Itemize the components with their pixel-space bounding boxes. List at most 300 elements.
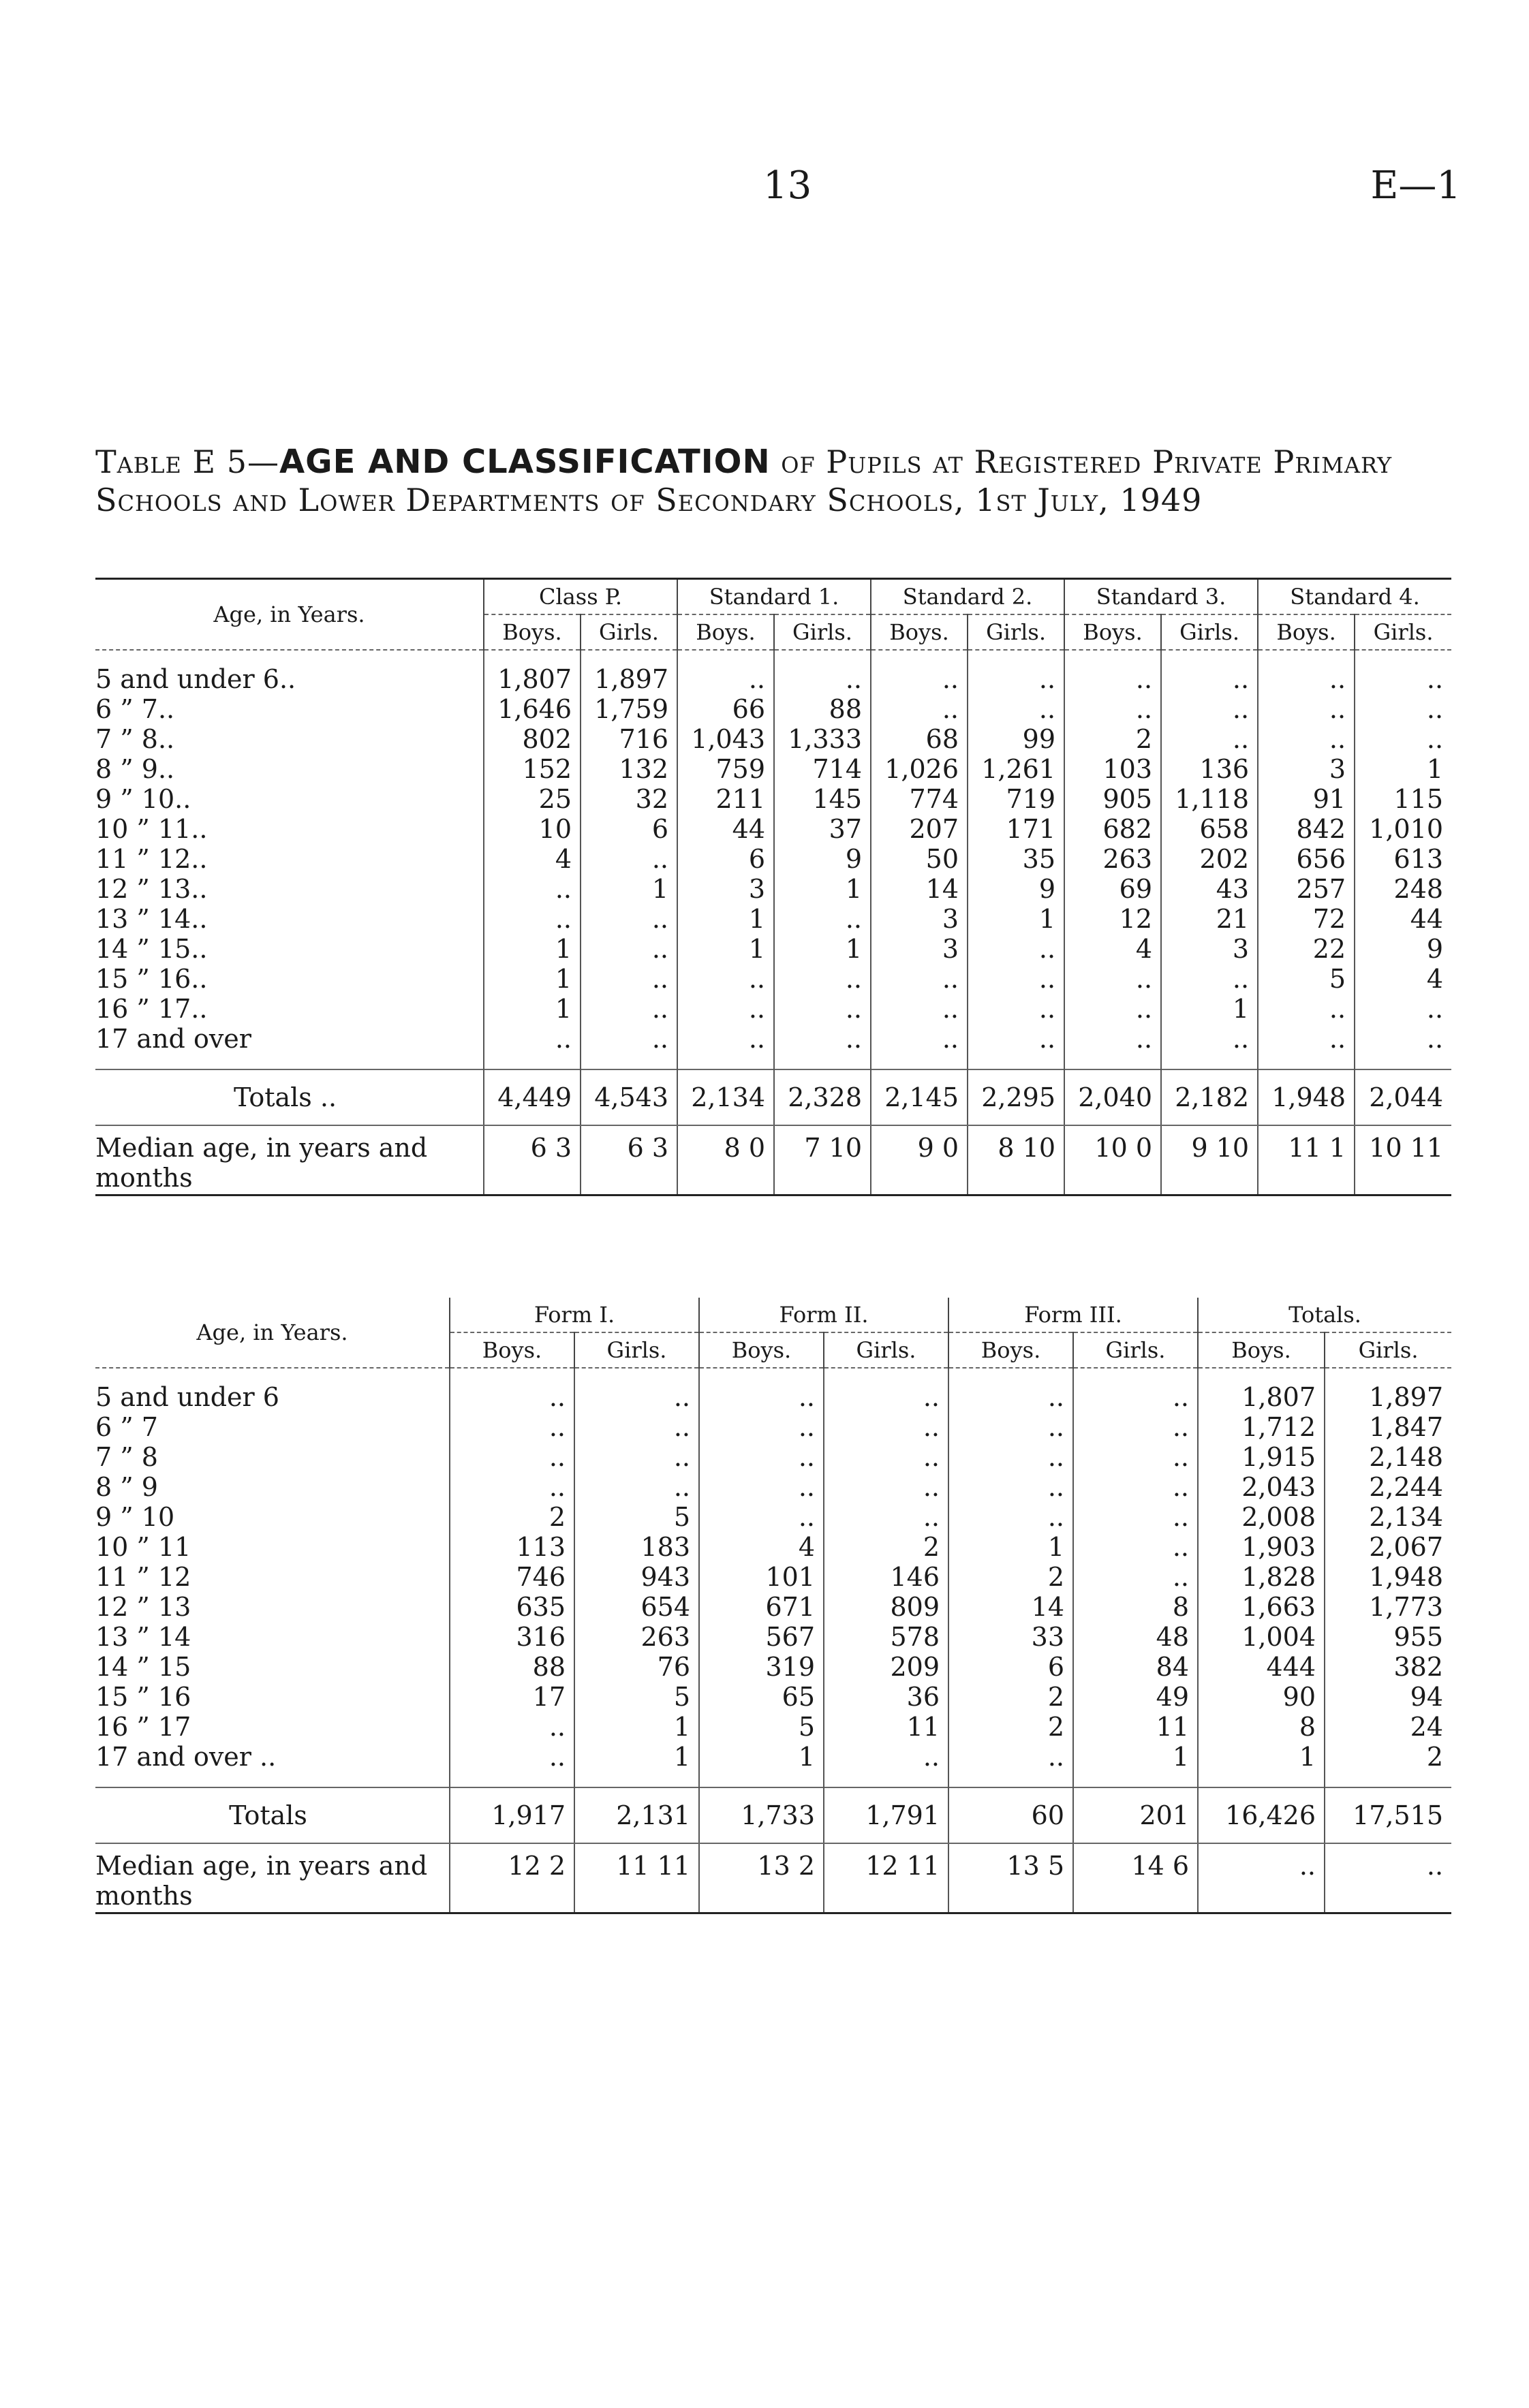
totals-label: Totals ..	[95, 1069, 484, 1125]
table-cell: 319	[699, 1652, 824, 1682]
table-cell: 1	[677, 904, 774, 934]
sub-header-boys: Boys.	[1258, 614, 1355, 650]
table-standards	[95, 578, 1451, 1196]
age-label: 10 ” 11	[95, 1532, 191, 1562]
table-row	[95, 694, 1451, 724]
sub-header-girls: Girls.	[968, 614, 1064, 650]
totals-cell: 2,145	[871, 1069, 968, 1125]
table-cell: 113	[450, 1532, 574, 1562]
table-cell: ..	[948, 1412, 1073, 1442]
table-cell: ..	[968, 650, 1064, 694]
table-cell: 11	[824, 1712, 948, 1742]
table-cell: 152	[484, 754, 581, 784]
table-cell: 3	[1161, 934, 1258, 964]
table-cell: 759	[677, 754, 774, 784]
totals-row	[95, 1787, 1451, 1843]
table-cell: ..	[677, 964, 774, 994]
table-cell: 1	[677, 934, 774, 964]
table-cell: 4	[484, 844, 581, 874]
table-cell: 2,148	[1325, 1442, 1451, 1472]
table-cell: 211	[677, 784, 774, 814]
table-cell: 1,663	[1198, 1592, 1325, 1622]
table-cell: 2	[948, 1712, 1073, 1742]
table-row	[95, 784, 1451, 814]
table-cell: ..	[581, 844, 677, 874]
table-cell: ..	[1258, 694, 1355, 724]
table-cell: ..	[968, 994, 1064, 1024]
table-cell: 2	[948, 1562, 1073, 1592]
table-cell: ..	[581, 1024, 677, 1069]
table-cell: 3	[677, 874, 774, 904]
table-cell: ..	[1355, 694, 1451, 724]
table-cell: 1,897	[1325, 1368, 1451, 1412]
table-cell: ..	[1258, 1024, 1355, 1069]
table-cell: 22	[1258, 934, 1355, 964]
table-cell: ..	[1258, 994, 1355, 1024]
table-cell: 1,903	[1198, 1532, 1325, 1562]
table-cell: 248	[1355, 874, 1451, 904]
table-cell: 719	[968, 784, 1064, 814]
table-cell: ..	[450, 1368, 574, 1412]
table-cell: 50	[871, 844, 968, 874]
median-row	[95, 1125, 1451, 1195]
table-cell: 2,067	[1325, 1532, 1451, 1562]
group-header: Form I.	[450, 1298, 699, 1332]
table-cell: 3	[871, 934, 968, 964]
table-cell: 842	[1258, 814, 1355, 844]
sub-header-girls: Girls.	[574, 1332, 699, 1368]
age-label: 7 ” 8	[95, 1442, 158, 1472]
age-label: 14 ” 15	[95, 1652, 191, 1682]
age-label: 15 ” 16..	[95, 964, 208, 994]
table-cell: ..	[677, 994, 774, 1024]
sub-header-boys: Boys.	[1064, 614, 1161, 650]
sub-header-boys: Boys.	[1198, 1332, 1325, 1368]
table-row	[95, 1502, 1451, 1532]
table-cell: 1,712	[1198, 1412, 1325, 1442]
totals-cell: 4,449	[484, 1069, 581, 1125]
table-cell: 1,847	[1325, 1412, 1451, 1442]
table-cell: 1,773	[1325, 1592, 1451, 1622]
table-cell: ..	[1161, 724, 1258, 754]
table-cell: 48	[1073, 1622, 1198, 1652]
table-cell: 2	[1064, 724, 1161, 754]
table-cell: 1,333	[774, 724, 871, 754]
table-cell: 905	[1064, 784, 1161, 814]
sub-header-girls: Girls.	[824, 1332, 948, 1368]
title-prefix: Table E 5—	[95, 443, 280, 480]
table-cell: ..	[450, 1742, 574, 1787]
group-header: Standard 3.	[1064, 579, 1258, 615]
table-cell: 2	[1325, 1742, 1451, 1787]
table-cell: 714	[774, 754, 871, 784]
table-cell: ..	[948, 1742, 1073, 1787]
table-cell: 1	[948, 1532, 1073, 1562]
table-cell: ..	[699, 1412, 824, 1442]
table-cell: 99	[968, 724, 1064, 754]
sub-header-boys: Boys.	[677, 614, 774, 650]
median-cell: 13 5	[948, 1843, 1073, 1913]
median-label: Median age, in years and months	[95, 1133, 428, 1193]
sub-header-boys: Boys.	[948, 1332, 1073, 1368]
age-label: 10 ” 11..	[95, 814, 208, 844]
table-cell: ..	[1064, 650, 1161, 694]
group-header: Totals.	[1198, 1298, 1451, 1332]
median-cell: 12 11	[824, 1843, 948, 1913]
age-label: 12 ” 13..	[95, 874, 208, 904]
table-cell: 567	[699, 1622, 824, 1652]
table-cell: ..	[677, 1024, 774, 1069]
table-cell: ..	[1064, 1024, 1161, 1069]
table-cell: 1	[484, 994, 581, 1024]
table-cell: ..	[450, 1442, 574, 1472]
table-row	[95, 1472, 1451, 1502]
table-cell: 382	[1325, 1652, 1451, 1682]
median-cell: 9 10	[1161, 1125, 1258, 1195]
table-cell: ..	[1355, 994, 1451, 1024]
table-cell: 1,646	[484, 694, 581, 724]
table-cell: 1	[774, 934, 871, 964]
sub-header-boys: Boys.	[699, 1332, 824, 1368]
table-cell: ..	[1073, 1532, 1198, 1562]
table-cell: 802	[484, 724, 581, 754]
table-forms-totals	[95, 1298, 1451, 1914]
table-cell: ..	[574, 1472, 699, 1502]
sub-header-girls: Girls.	[774, 614, 871, 650]
title-rest: of Pupils at Registered Private Primary Schools and Lower Departments of Secondary Schools, 1st July, 1949	[95, 443, 1393, 518]
table-cell: 9	[968, 874, 1064, 904]
table-cell: 2	[450, 1502, 574, 1532]
sub-header-boys: Boys.	[450, 1332, 574, 1368]
table-cell: ..	[1073, 1472, 1198, 1502]
table-row	[95, 1652, 1451, 1682]
table-cell: ..	[1355, 724, 1451, 754]
table-row	[95, 1024, 1451, 1069]
table-cell: 1,915	[1198, 1442, 1325, 1472]
table-cell: 183	[574, 1532, 699, 1562]
table-cell: 1,807	[484, 650, 581, 694]
table-cell: 1	[1073, 1742, 1198, 1787]
stub-header: Age, in Years.	[95, 1298, 450, 1368]
table-cell: ..	[1073, 1442, 1198, 1472]
table-cell: 1,948	[1325, 1562, 1451, 1592]
table-cell: 1	[774, 874, 871, 904]
table-cell: 1	[699, 1742, 824, 1787]
table-row	[95, 1368, 1451, 1412]
table-cell: ..	[948, 1368, 1073, 1412]
table-cell: 943	[574, 1562, 699, 1592]
age-label: 13 ” 14	[95, 1622, 191, 1652]
table-cell: ..	[871, 964, 968, 994]
median-cell: 6 3	[581, 1125, 677, 1195]
table-cell: ..	[1355, 1024, 1451, 1069]
table-row	[95, 724, 1451, 754]
median-cell: ..	[1198, 1843, 1325, 1913]
table-cell: 656	[1258, 844, 1355, 874]
table-cell: ..	[968, 1024, 1064, 1069]
table-cell: 76	[574, 1652, 699, 1682]
table-cell: ..	[450, 1712, 574, 1742]
table-cell: 12	[1064, 904, 1161, 934]
table-cell: ..	[871, 650, 968, 694]
age-label: 9 ” 10	[95, 1502, 175, 1532]
sub-header-girls: Girls.	[1355, 614, 1451, 650]
table-cell: 682	[1064, 814, 1161, 844]
table-cell: ..	[824, 1412, 948, 1442]
group-header: Class P.	[484, 579, 677, 615]
table-cell: 3	[871, 904, 968, 934]
table-cell: 66	[677, 694, 774, 724]
table-cell: 263	[1064, 844, 1161, 874]
table-cell: 578	[824, 1622, 948, 1652]
table-cell: 9	[1355, 934, 1451, 964]
totals-cell: 4,543	[581, 1069, 677, 1125]
table-cell: 3	[1258, 754, 1355, 784]
table-cell: 257	[1258, 874, 1355, 904]
totals-row	[95, 1069, 1451, 1125]
table-row	[95, 1712, 1451, 1742]
table-cell: ..	[1161, 650, 1258, 694]
table-cell: 444	[1198, 1652, 1325, 1682]
median-cell: 8 10	[968, 1125, 1064, 1195]
age-label: 11 ” 12..	[95, 844, 208, 874]
age-label: 9 ” 10..	[95, 784, 191, 814]
table-cell: ..	[484, 904, 581, 934]
table-row	[95, 1532, 1451, 1562]
totals-label: Totals	[95, 1787, 450, 1843]
table-cell: ..	[699, 1368, 824, 1412]
table-row	[95, 1412, 1451, 1442]
median-cell: 11 11	[574, 1843, 699, 1913]
table-cell: ..	[581, 994, 677, 1024]
age-label: 16 ” 17..	[95, 994, 208, 1024]
stub-header: Age, in Years.	[95, 579, 484, 651]
table-cell: ..	[774, 994, 871, 1024]
table-cell: 809	[824, 1592, 948, 1622]
table-cell: 671	[699, 1592, 824, 1622]
age-label: 8 ” 9..	[95, 754, 175, 784]
table-cell: ..	[774, 650, 871, 694]
table-cell: 746	[450, 1562, 574, 1592]
age-label: 5 and under 6..	[95, 664, 296, 694]
table-cell: 101	[699, 1562, 824, 1592]
table-cell: ..	[774, 904, 871, 934]
table-row	[95, 934, 1451, 964]
table-cell: 1,010	[1355, 814, 1451, 844]
table-cell: 94	[1325, 1682, 1451, 1712]
table-row	[95, 650, 1451, 694]
table-cell: ..	[1258, 724, 1355, 754]
median-cell: ..	[1325, 1843, 1451, 1913]
table-cell: 716	[581, 724, 677, 754]
age-label: 5 and under 6	[95, 1382, 279, 1412]
table-cell: ..	[1073, 1502, 1198, 1532]
median-cell: 9 0	[871, 1125, 968, 1195]
table-cell: ..	[948, 1472, 1073, 1502]
table-body	[95, 1368, 1451, 1913]
table-cell: ..	[484, 874, 581, 904]
table-cell: ..	[677, 650, 774, 694]
median-cell: 14 6	[1073, 1843, 1198, 1913]
table-cell: 1	[968, 904, 1064, 934]
age-label: 7 ” 8..	[95, 724, 175, 754]
table-cell: ..	[968, 964, 1064, 994]
table-cell: 88	[450, 1652, 574, 1682]
table-cell: ..	[948, 1442, 1073, 1472]
table-cell: 1	[574, 1712, 699, 1742]
totals-cell: 2,044	[1355, 1069, 1451, 1125]
report-code: E—1	[1370, 163, 1461, 208]
table-cell: 14	[948, 1592, 1073, 1622]
table-cell: ..	[699, 1502, 824, 1532]
table-row	[95, 994, 1451, 1024]
median-cell: 10 11	[1355, 1125, 1451, 1195]
table-cell: 72	[1258, 904, 1355, 934]
totals-cell: 201	[1073, 1787, 1198, 1843]
table-cell: 146	[824, 1562, 948, 1592]
median-cell: 13 2	[699, 1843, 824, 1913]
totals-cell: 2,328	[774, 1069, 871, 1125]
table-body	[95, 650, 1451, 1195]
table-cell: 6	[948, 1652, 1073, 1682]
table-cell: 1,807	[1198, 1368, 1325, 1412]
table-cell: ..	[699, 1442, 824, 1472]
table-cell: ..	[824, 1442, 948, 1472]
group-header: Form II.	[699, 1298, 948, 1332]
table-cell: ..	[871, 994, 968, 1024]
totals-cell: 2,182	[1161, 1069, 1258, 1125]
table-cell: 14	[871, 874, 968, 904]
table-row	[95, 1562, 1451, 1592]
table-cell: 90	[1198, 1682, 1325, 1712]
table-cell: 209	[824, 1652, 948, 1682]
table-cell: 207	[871, 814, 968, 844]
table-cell: 69	[1064, 874, 1161, 904]
table-cell: 132	[581, 754, 677, 784]
table-cell: 1,043	[677, 724, 774, 754]
table-row	[95, 1682, 1451, 1712]
table-cell: 17	[450, 1682, 574, 1712]
median-label: Median age, in years and months	[95, 1851, 428, 1911]
sub-header-boys: Boys.	[484, 614, 581, 650]
table-cell: ..	[450, 1412, 574, 1442]
table-cell: ..	[1355, 650, 1451, 694]
table-cell: 263	[574, 1622, 699, 1652]
table-cell: 145	[774, 784, 871, 814]
age-label: 13 ” 14..	[95, 904, 208, 934]
table-cell: ..	[824, 1742, 948, 1787]
table-cell: 136	[1161, 754, 1258, 784]
table-cell: ..	[774, 1024, 871, 1069]
table-row	[95, 904, 1451, 934]
group-header: Standard 1.	[677, 579, 871, 615]
table-cell: 32	[581, 784, 677, 814]
median-cell: 11 1	[1258, 1125, 1355, 1195]
table-row	[95, 1442, 1451, 1472]
table-cell: 1,897	[581, 650, 677, 694]
table-cell: 1	[581, 874, 677, 904]
table-cell: 91	[1258, 784, 1355, 814]
table-cell: ..	[968, 694, 1064, 724]
age-label: 11 ” 12	[95, 1562, 191, 1592]
table-row	[95, 754, 1451, 784]
table-cell: ..	[574, 1412, 699, 1442]
sub-header-girls: Girls.	[1325, 1332, 1451, 1368]
table-cell: ..	[774, 964, 871, 994]
table-row	[95, 1742, 1451, 1787]
totals-cell: 1,917	[450, 1787, 574, 1843]
table-cell: 6	[581, 814, 677, 844]
median-row	[95, 1843, 1451, 1913]
totals-cell: 2,295	[968, 1069, 1064, 1125]
table-cell: ..	[871, 1024, 968, 1069]
table-cell: ..	[484, 1024, 581, 1069]
table-cell: 1,261	[968, 754, 1064, 784]
table-cell: 2,043	[1198, 1472, 1325, 1502]
table-cell: ..	[450, 1472, 574, 1502]
table-cell: 65	[699, 1682, 824, 1712]
table-cell: ..	[581, 934, 677, 964]
table-cell: 1	[1161, 994, 1258, 1024]
table-cell: 171	[968, 814, 1064, 844]
table-cell: 24	[1325, 1712, 1451, 1742]
table-cell: 1,759	[581, 694, 677, 724]
table-cell: 613	[1355, 844, 1451, 874]
table-cell: 635	[450, 1592, 574, 1622]
totals-cell: 1,791	[824, 1787, 948, 1843]
table-cell: 4	[699, 1532, 824, 1562]
title-bold: AGE AND CLASSIFICATION	[279, 443, 771, 481]
table-cell: 115	[1355, 784, 1451, 814]
age-label: 6 ” 7	[95, 1412, 158, 1442]
table-cell: 4	[1355, 964, 1451, 994]
table-cell: ..	[574, 1442, 699, 1472]
totals-cell: 60	[948, 1787, 1073, 1843]
table-cell: 49	[1073, 1682, 1198, 1712]
totals-cell: 2,131	[574, 1787, 699, 1843]
table-cell: 10	[484, 814, 581, 844]
totals-cell: 1,733	[699, 1787, 824, 1843]
table-cell: ..	[1161, 1024, 1258, 1069]
table-cell: ..	[1073, 1368, 1198, 1412]
table-cell: 2	[948, 1682, 1073, 1712]
table-cell: 8	[1198, 1712, 1325, 1742]
table-cell: ..	[948, 1502, 1073, 1532]
median-cell: 6 3	[484, 1125, 581, 1195]
table-cell: 5	[1258, 964, 1355, 994]
median-cell: 12 2	[450, 1843, 574, 1913]
table-cell: 654	[574, 1592, 699, 1622]
table-cell: ..	[968, 934, 1064, 964]
table-cell: 84	[1073, 1652, 1198, 1682]
table-cell: 11	[1073, 1712, 1198, 1742]
table-cell: 44	[1355, 904, 1451, 934]
table-cell: 316	[450, 1622, 574, 1652]
totals-cell: 17,515	[1325, 1787, 1451, 1843]
table-cell: 35	[968, 844, 1064, 874]
age-label: 16 ” 17	[95, 1712, 191, 1742]
totals-cell: 2,134	[677, 1069, 774, 1125]
age-label: 17 and over ..	[95, 1742, 277, 1772]
table-row	[95, 964, 1451, 994]
table-row	[95, 814, 1451, 844]
table-cell: ..	[1258, 650, 1355, 694]
table-row	[95, 1592, 1451, 1622]
table-cell: 88	[774, 694, 871, 724]
sub-header-girls: Girls.	[581, 614, 677, 650]
age-label: 15 ” 16	[95, 1682, 191, 1712]
table-cell: ..	[1161, 694, 1258, 724]
